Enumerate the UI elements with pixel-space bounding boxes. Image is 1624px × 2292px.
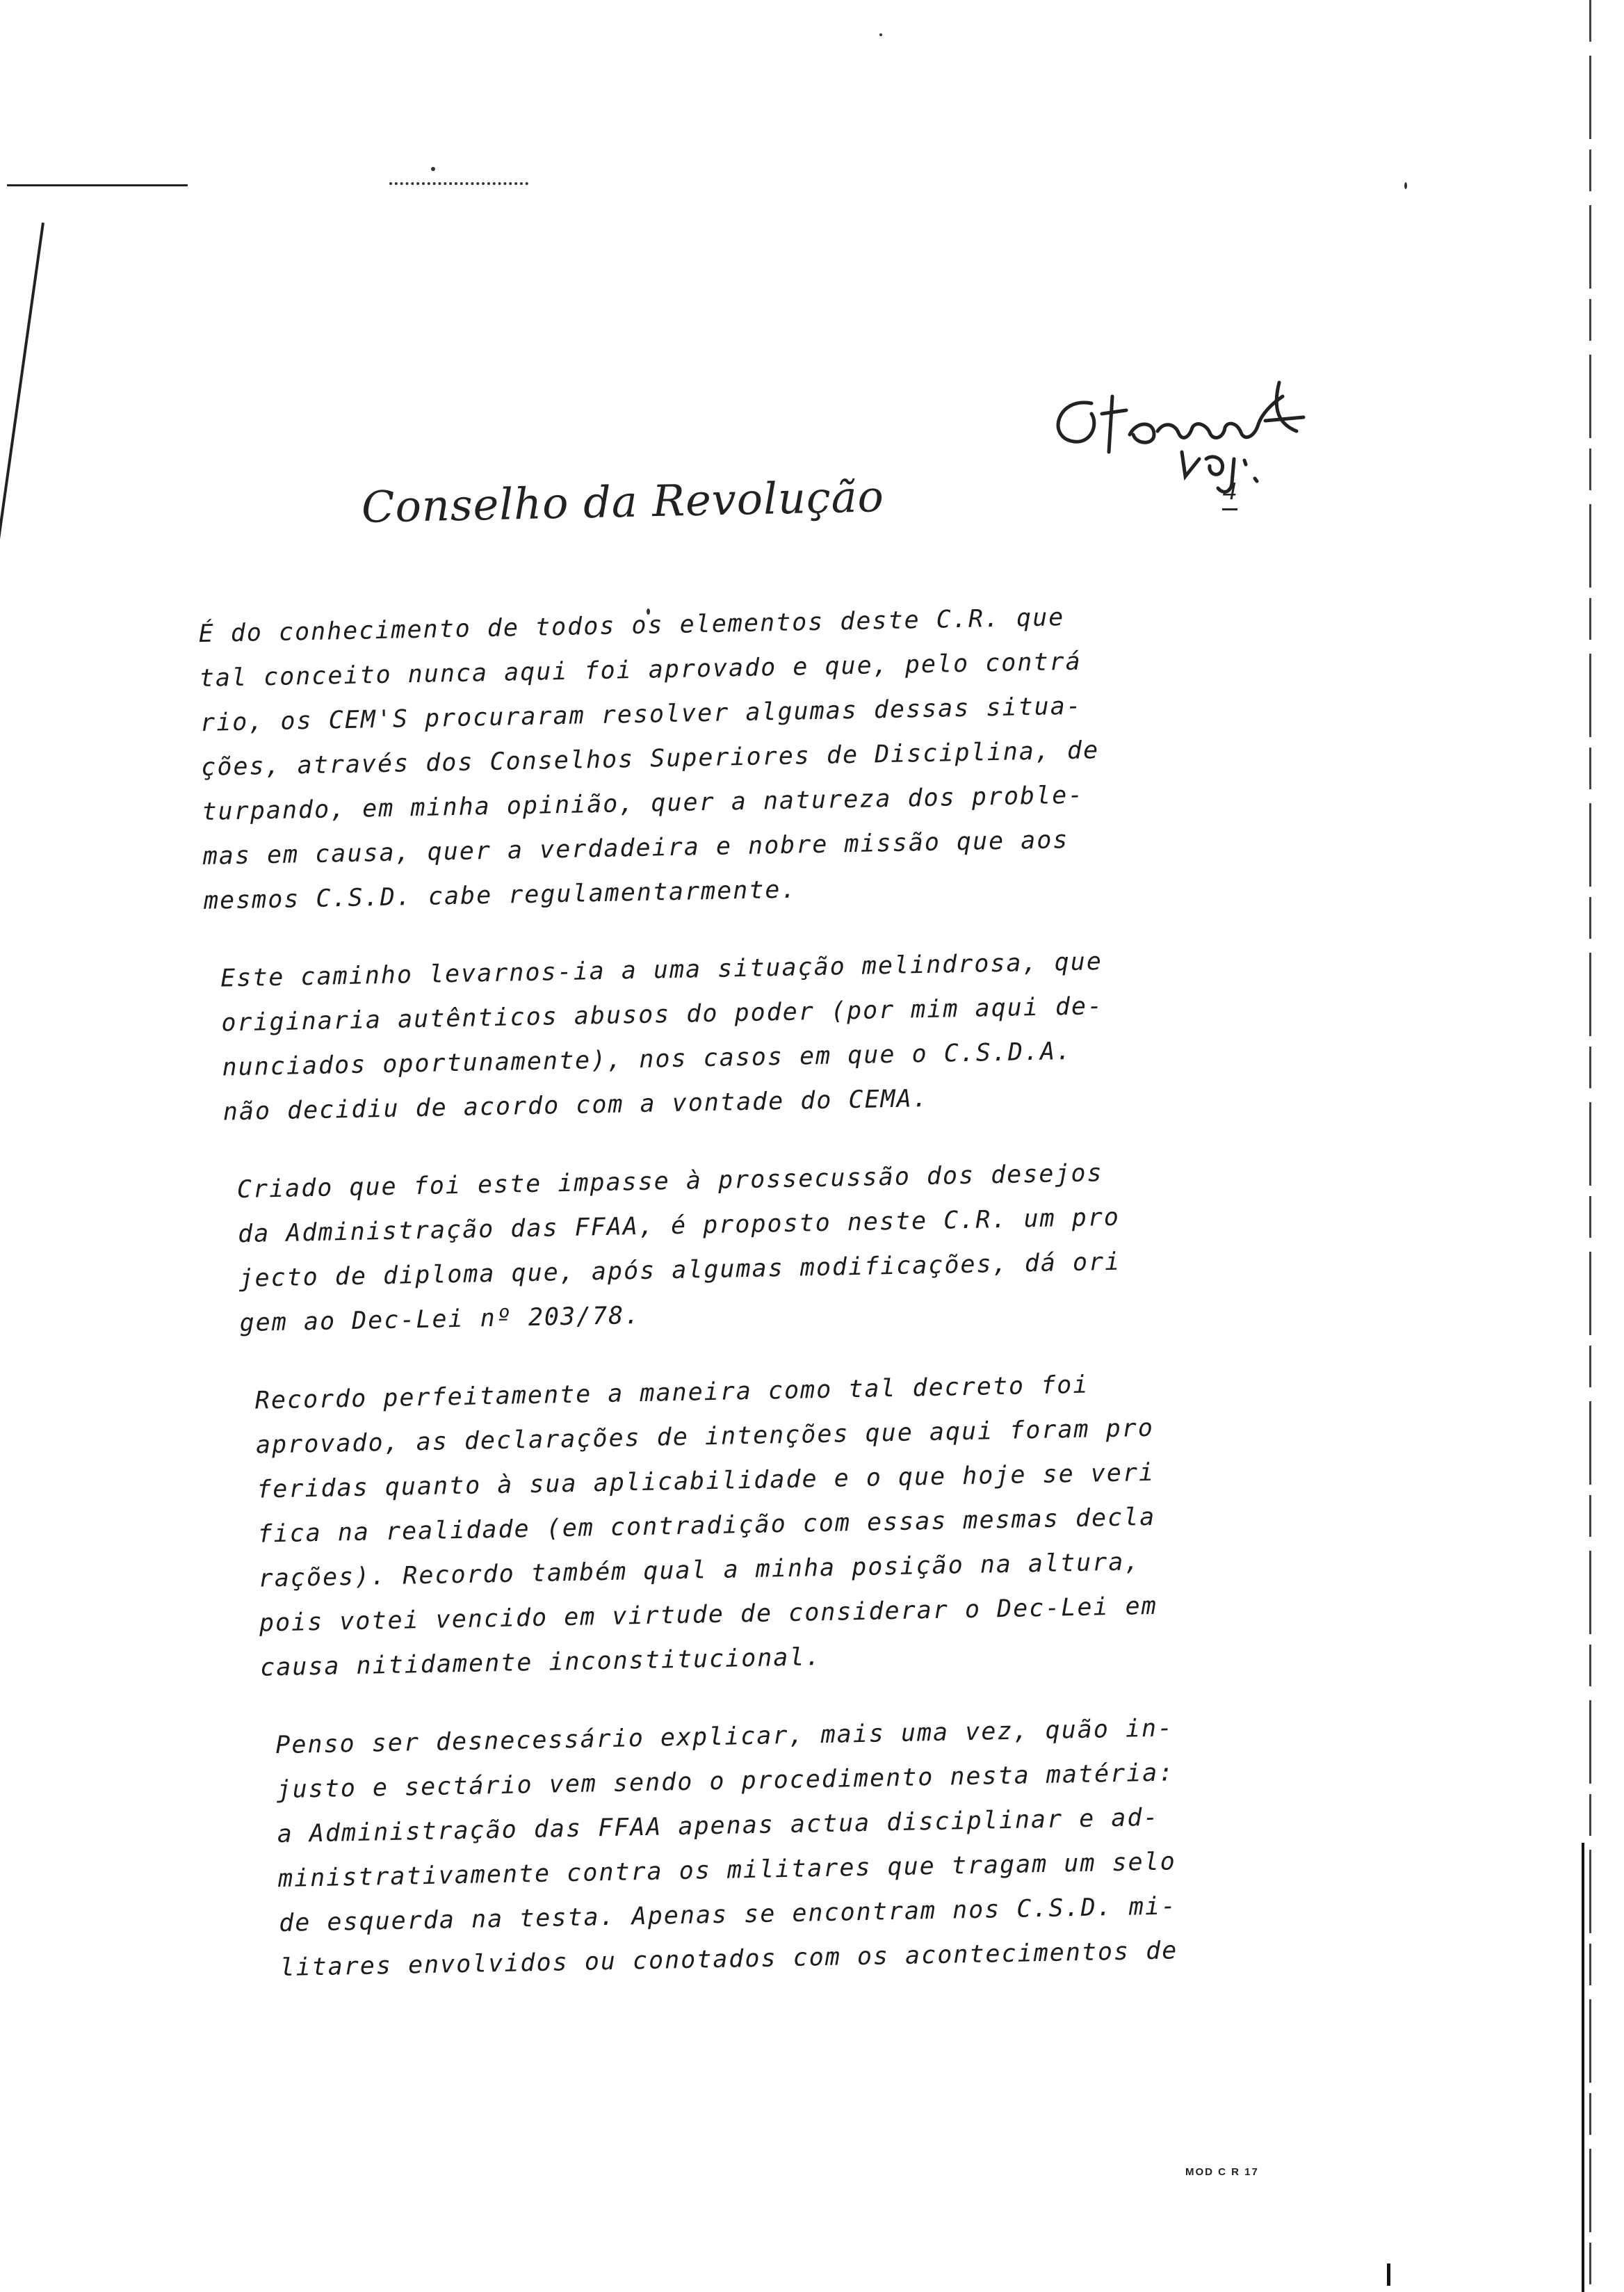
paragraph [198,591,1281,923]
body-text [198,591,1303,2024]
text-line: tal conceito nunca aqui foi aprovado e que, pelo contrá [199,647,1082,693]
text-line: fica na realidade (em contradição com essas mesmas decla [257,1503,1156,1549]
text-line: mesmos C.S.D. cabe regulamentarmente. [203,875,797,915]
paragraph [236,1147,1290,1346]
text-line: jecto de diploma que, após algumas modificações, dá ori [238,1248,1121,1293]
scan-artifact-rule [7,184,188,186]
scan-speck [431,167,435,171]
text-line: Penso ser desnecessário explicar, mais uma vez, quão in- [275,1714,1174,1760]
scan-speck [879,33,882,36]
scan-artifact-right-edge [1589,0,1591,2292]
text-line: da Administração das FFAA, é proposto neste C.R. um pro [237,1203,1121,1249]
text-line: turpando, em minha opinião, quer a natureza dos proble- [202,781,1085,826]
text-line: mas em causa, quer a verdadeira e nobre missão que aos [202,826,1069,871]
form-code: MOD C R 17 [1185,2166,1259,2178]
text-line: Criado que foi este impasse à prossecussão dos desejos [236,1159,1104,1204]
text-line: feridas quanto à sua aplicabilidade e o que hoje se veri [256,1458,1155,1504]
text-line: causa nitidamente inconstitucional. [259,1643,822,1682]
scan-artifact-left-edge [0,223,44,843]
text-line: rio, os CEM'S procuraram resolver algumas dessas situa- [200,692,1083,737]
scan-artifact-dots [389,182,528,185]
text-line: nunciados oportunamente), nos casos em que o C.S.D.A. [222,1037,1073,1082]
scan-artifact-right-edge-lower [1582,1843,1584,2292]
text-line: Este caminho levarnos-ia a uma situação melindrosa, que [220,948,1103,993]
text-line: não decidiu de acordo com a vontade do CEMA. [222,1084,929,1127]
text-line: justo e sectário vem sendo o procedimento nesta matéria: [276,1759,1175,1805]
text-line: originaria autênticos abusos do poder (por mim aqui de- [220,992,1104,1038]
paragraph [220,936,1286,1134]
page-number: 4 [1222,478,1237,510]
text-line: de esquerda na testa. Apenas se encontram nos C.S.D. mi- [278,1892,1178,1938]
text-line: ções, através dos Conselhos Superiores de Disciplina, de [200,736,1100,782]
paragraph [275,1704,1302,1990]
text-line: pois votei vencido em virtude de considerar o Dec-Lei em [259,1592,1158,1638]
text-line: a Administração das FFAA apenas actua disciplinar e ad- [277,1803,1160,1849]
text-line: aprovado, as declarações de intenções que aqui foram pro [255,1414,1155,1460]
text-line: litares envolvidos ou conotados com os acontecimentos de [279,1937,1178,1983]
scan-artifact-bottom-tick [1387,2263,1390,2286]
signature-scribble [1043,355,1321,501]
text-line: ministrativamente contra os militares que tragam um selo [277,1848,1177,1894]
text-line: gem ao Dec-Lei nº 203/78. [239,1301,641,1338]
text-line: rações). Recordo também qual a minha posição na altura, [258,1548,1141,1593]
text-line: Recordo perfeitamente a maneira como tal decreto foi [254,1371,1089,1415]
scan-speck [1404,182,1407,189]
letterhead-title: Conselho da Revolução [361,471,885,533]
text-line: É do conhecimento de todos os elementos deste C.R. que [198,604,1065,648]
paragraph [254,1359,1296,1690]
